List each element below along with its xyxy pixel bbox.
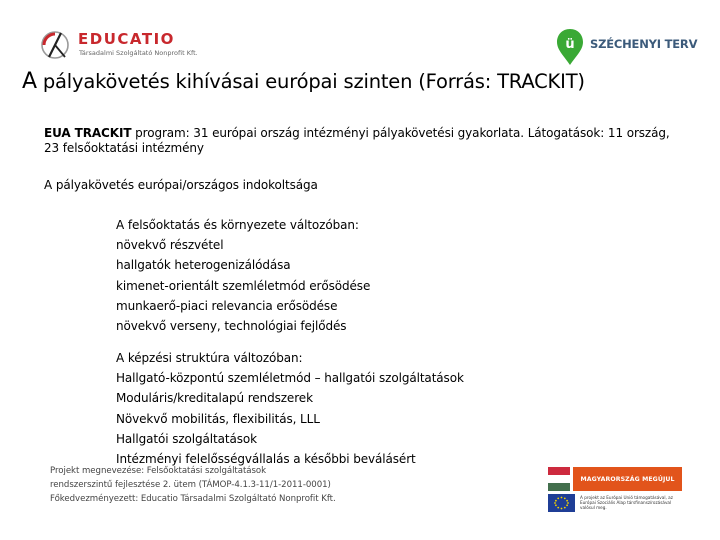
- list-item: hallgatók heterogenizálódása: [116, 258, 291, 273]
- block-heading: A felsőoktatás és környezete változóban:: [116, 218, 359, 232]
- footer-line: Projekt megnevezése: Felsőoktatási szolgáltatások: [50, 466, 267, 476]
- list-item: Intézményi felelősségvállalás a későbbi beválásért: [116, 452, 416, 467]
- educatio-subtitle: Társadalmi Szolgáltató Nonprofit Kft.: [79, 49, 198, 57]
- educatio-compass-icon: [38, 28, 72, 62]
- intro-program-name: EUA TRACKIT: [44, 126, 132, 140]
- list-item: Növekvő mobilitás, flexibilitás, LLL: [116, 411, 320, 426]
- higher-education-change-block: [116, 215, 676, 336]
- list-item: Hallgatói szolgáltatások: [116, 431, 258, 446]
- page-title: [22, 69, 712, 94]
- list-item: munkaerő-piaci relevancia erősödése: [116, 298, 338, 313]
- block-heading: A képzési struktúra változóban:: [116, 351, 303, 365]
- szechenyi-pin-icon: [556, 28, 584, 66]
- list-item: Moduláris/kreditalapú rendszerek: [116, 391, 313, 406]
- hungarian-flag-icon: [548, 467, 570, 491]
- title-text: pályakövetés kihívásai európai szinten (Forrás: TRACKIT): [36, 70, 585, 93]
- list-item: Hallgató-központú szemléletmód – hallgatói szolgáltatások: [116, 371, 464, 386]
- section-heading: A pályakövetés európai/országos indokoltsága: [44, 178, 318, 192]
- eu-flag-icon: [548, 494, 575, 512]
- eu-support-badge: [548, 494, 684, 516]
- list-item: növekvő részvétel: [116, 238, 224, 253]
- title-lead-letter: A: [22, 69, 37, 94]
- footer-line: rendszerszintű fejlesztése 2. ütem (TÁMOP-4.1.3-11/1-2011-0001): [50, 480, 331, 491]
- list-item: kimenet-orientált szemléletmód erősödése: [116, 278, 371, 293]
- szechenyi-badge-letter: ü: [565, 37, 575, 52]
- magyarorszag-megujul-label: MAGYARORSZÁG MEGÚJUL: [573, 467, 682, 491]
- magyarorszag-megujul-badge: [548, 467, 682, 491]
- list-item: növekvő verseny, technológiai fejlődés: [116, 319, 347, 334]
- intro-text: program: 31 európai ország intézményi pályakövetési gyakorlata. Látogatások: 11 ország, 23 felsőoktatási intézmény: [44, 126, 670, 155]
- educatio-logo: [38, 26, 208, 66]
- educatio-name: EDUCATIO: [78, 30, 175, 48]
- szechenyi-name: SZÉCHENYI TERV: [590, 37, 698, 51]
- eu-support-text: A projekt az Európai Unió támogatásával, az Európai Szociális Alap társfinanszírozásával valósul meg.: [580, 495, 673, 510]
- project-footer: [50, 464, 410, 507]
- footer-line: Főkedvezményezett: Educatio Társadalmi Szolgáltató Nonprofit Kft.: [50, 494, 336, 505]
- intro-paragraph: [44, 126, 684, 156]
- training-structure-change-block: [116, 348, 676, 469]
- szechenyi-terv-logo: [556, 28, 706, 68]
